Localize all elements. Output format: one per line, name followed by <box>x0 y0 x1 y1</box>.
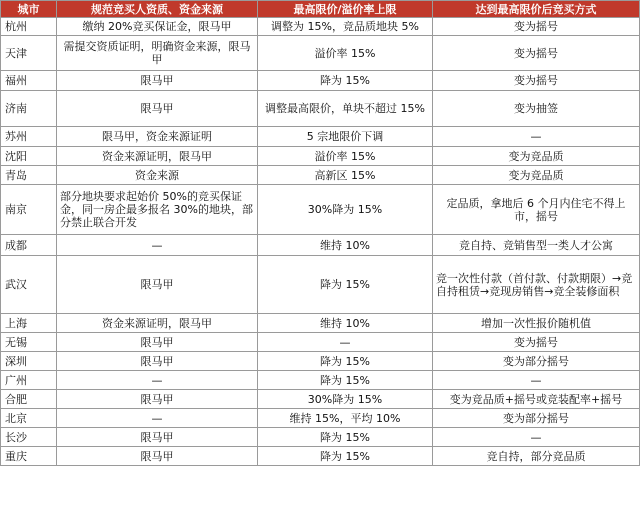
requirements-cell: 限马甲 <box>57 256 258 314</box>
bidding-method-cell: 变为部分摇号 <box>433 352 640 371</box>
table-row <box>1 371 640 390</box>
table-row <box>1 71 640 91</box>
city-cell: 无锡 <box>1 333 57 352</box>
requirements-cell: 限马甲，资金来源证明 <box>57 127 258 147</box>
header-bidding-method: 达到最高限价后竞买方式 <box>433 1 640 18</box>
bidding-method-cell: 变为竞品质 <box>433 147 640 166</box>
bidding-method-cell: 增加一次性报价随机值 <box>433 314 640 333</box>
city-cell: 重庆 <box>1 447 57 466</box>
city-cell: 南京 <box>1 185 57 235</box>
bidding-method-cell: — <box>433 428 640 447</box>
table-row <box>1 147 640 166</box>
price-cap-cell: 降为 15% <box>258 428 433 447</box>
requirements-cell: 限马甲 <box>57 71 258 91</box>
requirements-cell: 资金来源证明，限马甲 <box>57 314 258 333</box>
city-cell: 上海 <box>1 314 57 333</box>
table-row <box>1 447 640 466</box>
bidding-method-cell: 定品质，拿地后 6 个月内住宅不得上市，摇号 <box>433 185 640 235</box>
price-cap-cell: 维持 10% <box>258 235 433 256</box>
requirements-cell: 部分地块要求起始价 50%的竞买保证金，同一房企最多报名 30%的地块，部分禁止联合开发 <box>57 185 258 235</box>
bidding-method-cell: 变为摇号 <box>433 18 640 36</box>
requirements-cell: 限马甲 <box>57 352 258 371</box>
table-row <box>1 127 640 147</box>
requirements-cell: 限马甲 <box>57 91 258 127</box>
bidding-method-cell: 竞自持，部分竞品质 <box>433 447 640 466</box>
table-row <box>1 185 640 235</box>
requirements-cell: 限马甲 <box>57 390 258 409</box>
bidding-method-cell: 变为摇号 <box>433 36 640 71</box>
price-cap-cell: 降为 15% <box>258 447 433 466</box>
table-row <box>1 390 640 409</box>
city-cell: 合肥 <box>1 390 57 409</box>
table-row <box>1 333 640 352</box>
header-requirements: 规范竞买人资质、资金来源 <box>57 1 258 18</box>
price-cap-cell: 5 宗地限价下调 <box>258 127 433 147</box>
price-cap-cell: 降为 15% <box>258 371 433 390</box>
table-row <box>1 428 640 447</box>
requirements-cell: 资金来源证明，限马甲 <box>57 147 258 166</box>
bidding-method-cell: 竞自持、竞销售型一类人才公寓 <box>433 235 640 256</box>
city-cell: 苏州 <box>1 127 57 147</box>
requirements-cell: 限马甲 <box>57 333 258 352</box>
requirements-cell: 限马甲 <box>57 428 258 447</box>
price-cap-cell: 调整为 15%，竞品质地块 5% <box>258 18 433 36</box>
bidding-method-cell: — <box>433 127 640 147</box>
bidding-method-cell: 变为竞品质+摇号或竞装配率+摇号 <box>433 390 640 409</box>
city-cell: 天津 <box>1 36 57 71</box>
city-cell: 沈阳 <box>1 147 57 166</box>
price-cap-cell: 溢价率 15% <box>258 36 433 71</box>
requirements-cell: 需提交资质证明，明确资金来源，限马甲 <box>57 36 258 71</box>
city-cell: 杭州 <box>1 18 57 36</box>
bidding-method-cell: 变为抽签 <box>433 91 640 127</box>
price-cap-cell: 降为 15% <box>258 256 433 314</box>
table-row <box>1 409 640 428</box>
requirements-cell: — <box>57 235 258 256</box>
city-cell: 武汉 <box>1 256 57 314</box>
price-cap-cell: 30%降为 15% <box>258 390 433 409</box>
price-cap-cell: 降为 15% <box>258 352 433 371</box>
city-cell: 广州 <box>1 371 57 390</box>
price-cap-cell: — <box>258 333 433 352</box>
price-cap-cell: 维持 15%，平均 10% <box>258 409 433 428</box>
city-cell: 成都 <box>1 235 57 256</box>
price-cap-cell: 高新区 15% <box>258 166 433 185</box>
requirements-cell: 缴纳 20%竞买保证金，限马甲 <box>57 18 258 36</box>
price-cap-cell: 调整最高限价，单块不超过 15% <box>258 91 433 127</box>
requirements-cell: 限马甲 <box>57 447 258 466</box>
table-row <box>1 166 640 185</box>
city-cell: 福州 <box>1 71 57 91</box>
bidding-method-cell: 竞一次性付款（首付款、付款期限）→竞自持租赁→竞现房销售→竞全装修面积 <box>433 256 640 314</box>
city-cell: 北京 <box>1 409 57 428</box>
table-row <box>1 352 640 371</box>
table-row <box>1 18 640 36</box>
table-row <box>1 314 640 333</box>
price-cap-cell: 降为 15% <box>258 71 433 91</box>
header-city: 城市 <box>1 1 57 18</box>
table-row <box>1 36 640 71</box>
requirements-cell: 资金来源 <box>57 166 258 185</box>
price-cap-cell: 溢价率 15% <box>258 147 433 166</box>
city-cell: 青岛 <box>1 166 57 185</box>
requirements-cell: — <box>57 371 258 390</box>
price-cap-cell: 30%降为 15% <box>258 185 433 235</box>
bidding-method-cell: 变为部分摇号 <box>433 409 640 428</box>
bidding-method-cell: 变为摇号 <box>433 333 640 352</box>
table-row <box>1 91 640 127</box>
city-cell: 济南 <box>1 91 57 127</box>
price-cap-cell: 维持 10% <box>258 314 433 333</box>
city-cell: 深圳 <box>1 352 57 371</box>
table-row <box>1 256 640 314</box>
bidding-method-cell: 变为摇号 <box>433 71 640 91</box>
header-price-cap: 最高限价/溢价率上限 <box>258 1 433 18</box>
table-row <box>1 235 640 256</box>
requirements-cell: — <box>57 409 258 428</box>
bidding-method-cell: 变为竞品质 <box>433 166 640 185</box>
city-cell: 长沙 <box>1 428 57 447</box>
bidding-method-cell: — <box>433 371 640 390</box>
table-header-row <box>1 1 640 18</box>
